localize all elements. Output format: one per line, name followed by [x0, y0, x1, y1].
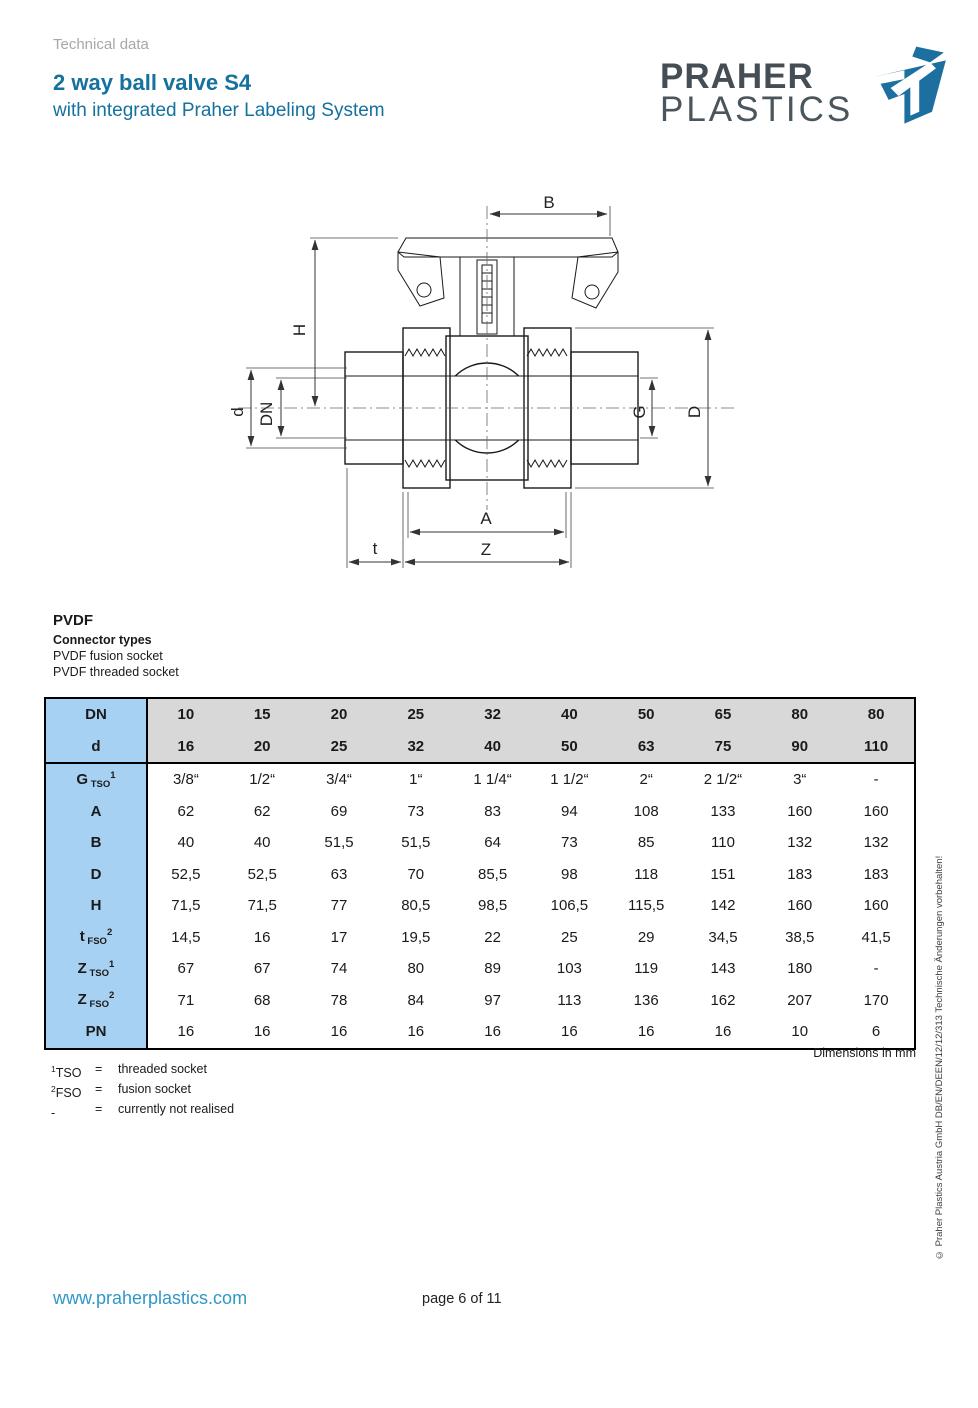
table-cell: 119 [634, 960, 659, 978]
table-cell: 118 [634, 865, 659, 883]
table-cell: 108 [633, 802, 659, 820]
table-cell: 52,5 [247, 865, 277, 883]
table-cell: 40 [253, 834, 271, 852]
row-label: t $_{FSO}^2$ [45, 922, 147, 954]
valve-technical-drawing [225, 185, 745, 595]
table-cell: 16 [714, 1023, 732, 1041]
table-cell: 207 [787, 991, 813, 1009]
table-cell: 10 [791, 1023, 809, 1041]
table-cell: 16 [177, 1023, 195, 1041]
page-subtitle: with integrated Praher Labeling System [53, 100, 385, 121]
dim-label-h: H [290, 323, 309, 337]
table-cell: 83 [484, 802, 501, 820]
row-label: d [45, 731, 147, 764]
table-cell: 32 [454, 698, 531, 731]
table-cell: 160 [787, 897, 813, 915]
table-cell: 10 [147, 698, 224, 731]
table-cell: 16 [253, 928, 271, 946]
table-cell: 183 [787, 865, 813, 883]
table-cell: 70 [407, 865, 425, 883]
row-label: A [45, 796, 147, 828]
table-cell: 34,5 [708, 928, 738, 946]
table-cell: 64 [484, 834, 501, 852]
table-cell: 25 [377, 698, 454, 731]
row-label: Z $_{TSO}^1$ [45, 953, 147, 985]
table-cell: 63 [330, 865, 348, 883]
table-cell: 2 1/2“ [703, 771, 743, 789]
table-cell: 78 [330, 991, 348, 1009]
table-cell: 80 [838, 698, 915, 731]
table-cell: 3/8“ [172, 771, 199, 789]
table-cell: 103 [556, 960, 582, 978]
table-cell: 15 [224, 698, 301, 731]
dim-label-a: A [480, 509, 492, 528]
table-cell: 51,5 [324, 834, 354, 852]
logo-brand-suffix: PLASTICS [660, 90, 854, 130]
footnote-tso: $^1$TSO = threaded socket [51, 1062, 207, 1080]
table-cell: 38,5 [785, 928, 815, 946]
table-cell: 73 [407, 802, 425, 820]
table-cell: 80,5 [401, 897, 431, 915]
table-cell: 80 [761, 698, 838, 731]
table-cell: 14,5 [171, 928, 201, 946]
table-cell: 52,5 [171, 865, 201, 883]
table-cell: 62 [177, 802, 195, 820]
footnote-dash: - = currently not realised [51, 1102, 235, 1120]
row-label: D [45, 859, 147, 891]
table-cell: 160 [863, 897, 889, 915]
dim-label-D: D [685, 405, 704, 419]
table-cell: 110 [838, 731, 915, 764]
table-cell: 85,5 [477, 865, 508, 883]
table-cell: 32 [377, 731, 454, 764]
table-cell: 17 [330, 928, 348, 946]
table-cell: 71,5 [171, 897, 201, 915]
table-cell: 22 [484, 928, 501, 946]
table-cell: 160 [787, 802, 813, 820]
table-cell: 115,5 [627, 897, 665, 915]
row-label: PN [45, 1016, 147, 1049]
table-cell: 75 [685, 731, 762, 764]
table-cell: 85 [637, 834, 655, 852]
dim-label-t: t [372, 539, 378, 558]
table-cell: 71,5 [247, 897, 277, 915]
table-cell: 73 [561, 834, 578, 852]
table-cell: 29 [637, 928, 655, 946]
valve-handle-section [398, 238, 618, 336]
table-cell: 71 [177, 991, 195, 1009]
table-cell: 40 [177, 834, 195, 852]
page-title: 2 way ball valve S4 [53, 70, 252, 95]
table-cell: 77 [330, 897, 348, 915]
table-cell: 132 [863, 834, 889, 852]
table-cell: 6 [871, 1023, 881, 1041]
row-label: Z $_{FSO}^2$ [45, 985, 147, 1017]
table-cell: 170 [863, 991, 889, 1009]
table-cell: 1 1/4“ [473, 771, 512, 789]
praher-logo-icon [861, 46, 952, 138]
table-cell: 25 [561, 928, 578, 946]
table-cell: 1/2“ [249, 771, 276, 789]
table-cell: 63 [608, 731, 685, 764]
table-cell: 16 [637, 1023, 655, 1041]
table-cell: 50 [608, 698, 685, 731]
table-cell: 16 [407, 1023, 425, 1041]
table-cell: 68 [253, 991, 271, 1009]
dimensions-unit-note: Dimensions in mm [813, 1046, 916, 1060]
table-cell: 67 [253, 960, 271, 978]
table-cell: 110 [711, 834, 735, 852]
table-cell: 1“ [409, 771, 423, 789]
row-label: DN [45, 698, 147, 731]
table-cell: 97 [484, 991, 501, 1009]
footnotes [51, 1061, 234, 1121]
table-cell: 151 [710, 865, 736, 883]
table-cell: 25 [301, 731, 378, 764]
table-cell: 2“ [639, 771, 653, 789]
table-cell: - [873, 960, 879, 978]
table-cell: 162 [710, 991, 736, 1009]
table-cell: 40 [454, 731, 531, 764]
row-label: B [45, 827, 147, 859]
table-cell: 16 [330, 1023, 348, 1041]
dim-label-dn: DN [257, 401, 276, 427]
dim-label-z: Z [480, 540, 492, 559]
dim-label-b: B [543, 193, 555, 212]
table-cell: 132 [787, 834, 813, 852]
table-cell: 106,5 [550, 897, 589, 915]
copyright-side-note: © Praher Plastics Austria GmbH DB/EN/DEEN/12/12/313 Technische Änderungen vorbehalten! [934, 855, 945, 1260]
table-cell: 142 [710, 897, 736, 915]
row-label: G $_{TSO}^1$ [45, 763, 147, 796]
table-cell: 50 [531, 731, 608, 764]
document-type-label: Technical data [53, 36, 149, 53]
website-link[interactable]: www.praherplastics.com [53, 1288, 248, 1308]
logo-brand-name: PRAHER [660, 57, 814, 96]
table-cell: 98,5 [477, 897, 508, 915]
table-cell: 136 [633, 991, 659, 1009]
dimension-table [44, 697, 916, 1050]
table-cell: 133 [710, 802, 736, 820]
table-cell: 180 [787, 960, 813, 978]
table-cell: 113 [557, 991, 582, 1009]
table-cell: 19,5 [401, 928, 431, 946]
table-cell: 16 [561, 1023, 578, 1041]
table-cell: 160 [863, 802, 889, 820]
footnote-fso: $^2$FSO = fusion socket [51, 1082, 191, 1100]
table-cell: 40 [531, 698, 608, 731]
table-cell: 16 [147, 731, 224, 764]
table-cell: 89 [484, 960, 501, 978]
page-number: page 6 of 11 [422, 1291, 502, 1307]
table-cell: 98 [561, 865, 578, 883]
table-cell: 183 [863, 865, 889, 883]
connector-type-line: PVDF fusion socket [53, 649, 163, 663]
row-label: H [45, 890, 147, 922]
material-heading: PVDF [53, 612, 94, 629]
table-cell: 90 [761, 731, 838, 764]
table-cell: 16 [253, 1023, 271, 1041]
table-cell: 20 [301, 698, 378, 731]
table-cell: 62 [253, 802, 271, 820]
table-cell: 41,5 [861, 928, 891, 946]
table-cell: 67 [177, 960, 195, 978]
praher-logo-text [660, 57, 854, 130]
table-cell: - [873, 771, 879, 789]
table-cell: 69 [330, 802, 348, 820]
table-cell: 3/4“ [326, 771, 352, 789]
table-cell: 3“ [793, 771, 807, 789]
table-cell: 80 [407, 960, 425, 978]
table-cell: 143 [710, 960, 736, 978]
table-cell: 20 [224, 731, 301, 764]
table-cell: 51,5 [401, 834, 431, 852]
table-cell: 1 1/2“ [550, 771, 589, 789]
table-cell: 16 [484, 1023, 501, 1041]
table-cell: 94 [561, 802, 578, 820]
praher-logo [660, 46, 952, 138]
connector-type-line: PVDF threaded socket [53, 665, 179, 679]
dim-label-d: d [228, 407, 247, 417]
table-cell: 65 [685, 698, 762, 731]
dim-label-g: G [630, 405, 649, 419]
table-cell: 84 [407, 991, 425, 1009]
connector-types-heading: Connector types [53, 633, 152, 647]
table-cell: 74 [330, 960, 348, 978]
